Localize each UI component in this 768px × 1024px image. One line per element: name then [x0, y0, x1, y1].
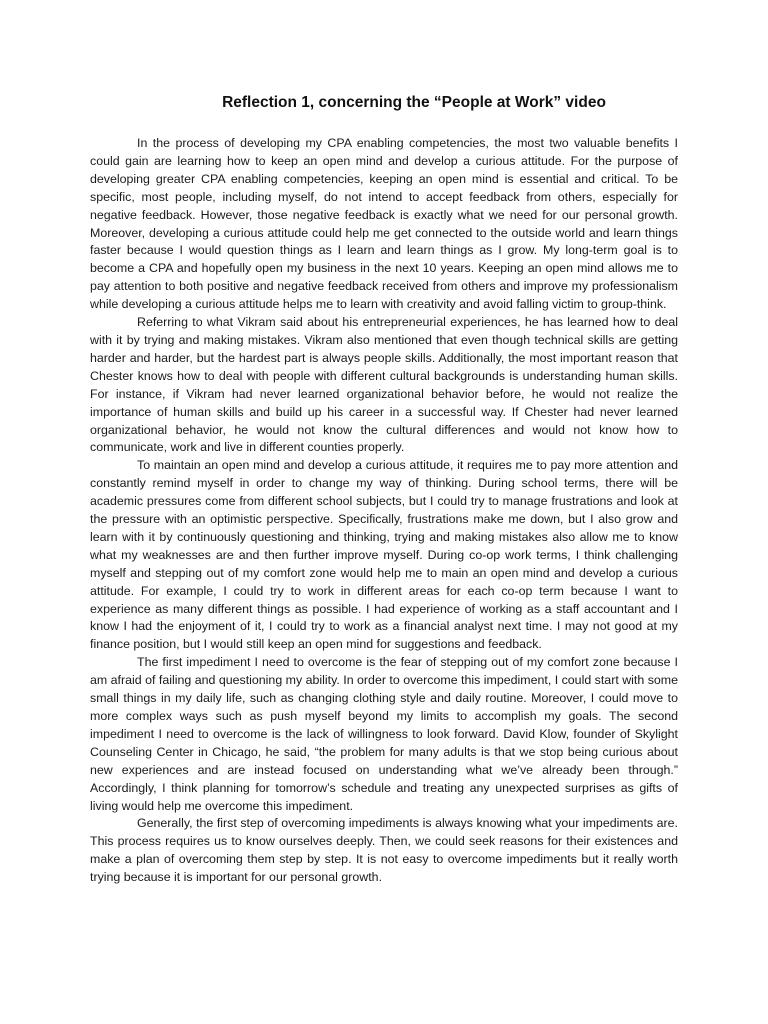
paragraph-4: The first impediment I need to overcome is the fear of stepping out of my comfort zone because I am afraid of failing and questioning my ability. In order to overcome this impediment, I could start with some small things in my daily life, such as changing clothing style and daily routine. Moreover, I could move to more complex ways such as push myself beyond my limits to accomplish my goals. The second impediment I need to overcome is the lack of willingness to look forward. David Klow, founder of Skylight Counseling Center in Chicago, he said, “the problem for many adults is that we stop being curious about new experiences and are instead focused on understanding what we’ve already been through.” Accordingly, I think planning for tomorrow’s schedule and treating any unexpected surprises as gifts of living would help me overcome this impediment. [90, 655, 678, 813]
paragraph-3: To maintain an open mind and develop a curious attitude, it requires me to pay more attention and constantly remind myself in order to change my way of thinking. During school terms, there will be academic pressures come from different school subjects, but I could try to manage frustrations and look at the pressure with an optimistic perspective. Specifically, frustrations make me down, but I also grow and learn with it by continuously questioning and thinking, trying and making mistakes also allow me to know what my weaknesses are and then further improve myself. During co-op work terms, I think challenging myself and stepping out of my comfort zone would help me to main an open mind and develop a curious attitude. For example, I could try to work in different areas for each co-op term because I want to experience as many different things as possible. I had experience of working as a staff accountant and I know I had the enjoyment of it, I could try to work as a financial analyst next time. I may not good at my finance position, but I would still keep an open mind for suggestions and feedback. [90, 458, 678, 652]
paragraph-5: Generally, the first step of overcoming impediments is always knowing what your impediments are. This process requires us to know ourselves deeply. Then, we could seek reasons for their existences and make a plan of overcoming them step by step. It is not easy to overcome impediments but it really worth trying because it is important for our personal growth. [90, 816, 678, 885]
document-body [90, 135, 678, 887]
paragraph-1: In the process of developing my CPA enabling competencies, the most two valuable benefits I could gain are learning how to keep an open mind and develop a curious attitude. For the purpose of developing greater CPA enabling competencies, keeping an open mind is essential and critical. To be specific, most people, including myself, do not intend to accept feedback from others, especially for negative feedback. However, those negative feedback is exactly what we need for our personal growth. Moreover, developing a curious attitude could help me get connected to the outside world and learn things faster because I would question things as I learn and learn things as I grow. My long-term goal is to become a CPA and hopefully open my business in the next 10 years. Keeping an open mind allows me to pay attention to both positive and negative feedback received from others and improve my professionalism while developing a curious attitude helps me to learn with creativity and avoid falling victim to group-think. [90, 136, 678, 312]
paragraph-2: Referring to what Vikram said about his entrepreneurial experiences, he has learned how to deal with it by trying and making mistakes. Vikram also mentioned that even though technical skills are getting harder and harder, but the hardest part is always people skills. Additionally, the most important reason that Chester knows how to deal with people with different cultural backgrounds is understanding human skills. For instance, if Vikram had never learned organizational behavior before, he would not realize the importance of human skills and build up his career in a successful way. If Chester had never learned organizational behavior, he would not know the cultural differences and would not know how to communicate, work and live in different counties properly. [90, 315, 678, 455]
document-title: Reflection 1, concerning the “People at Work” video [222, 94, 606, 111]
